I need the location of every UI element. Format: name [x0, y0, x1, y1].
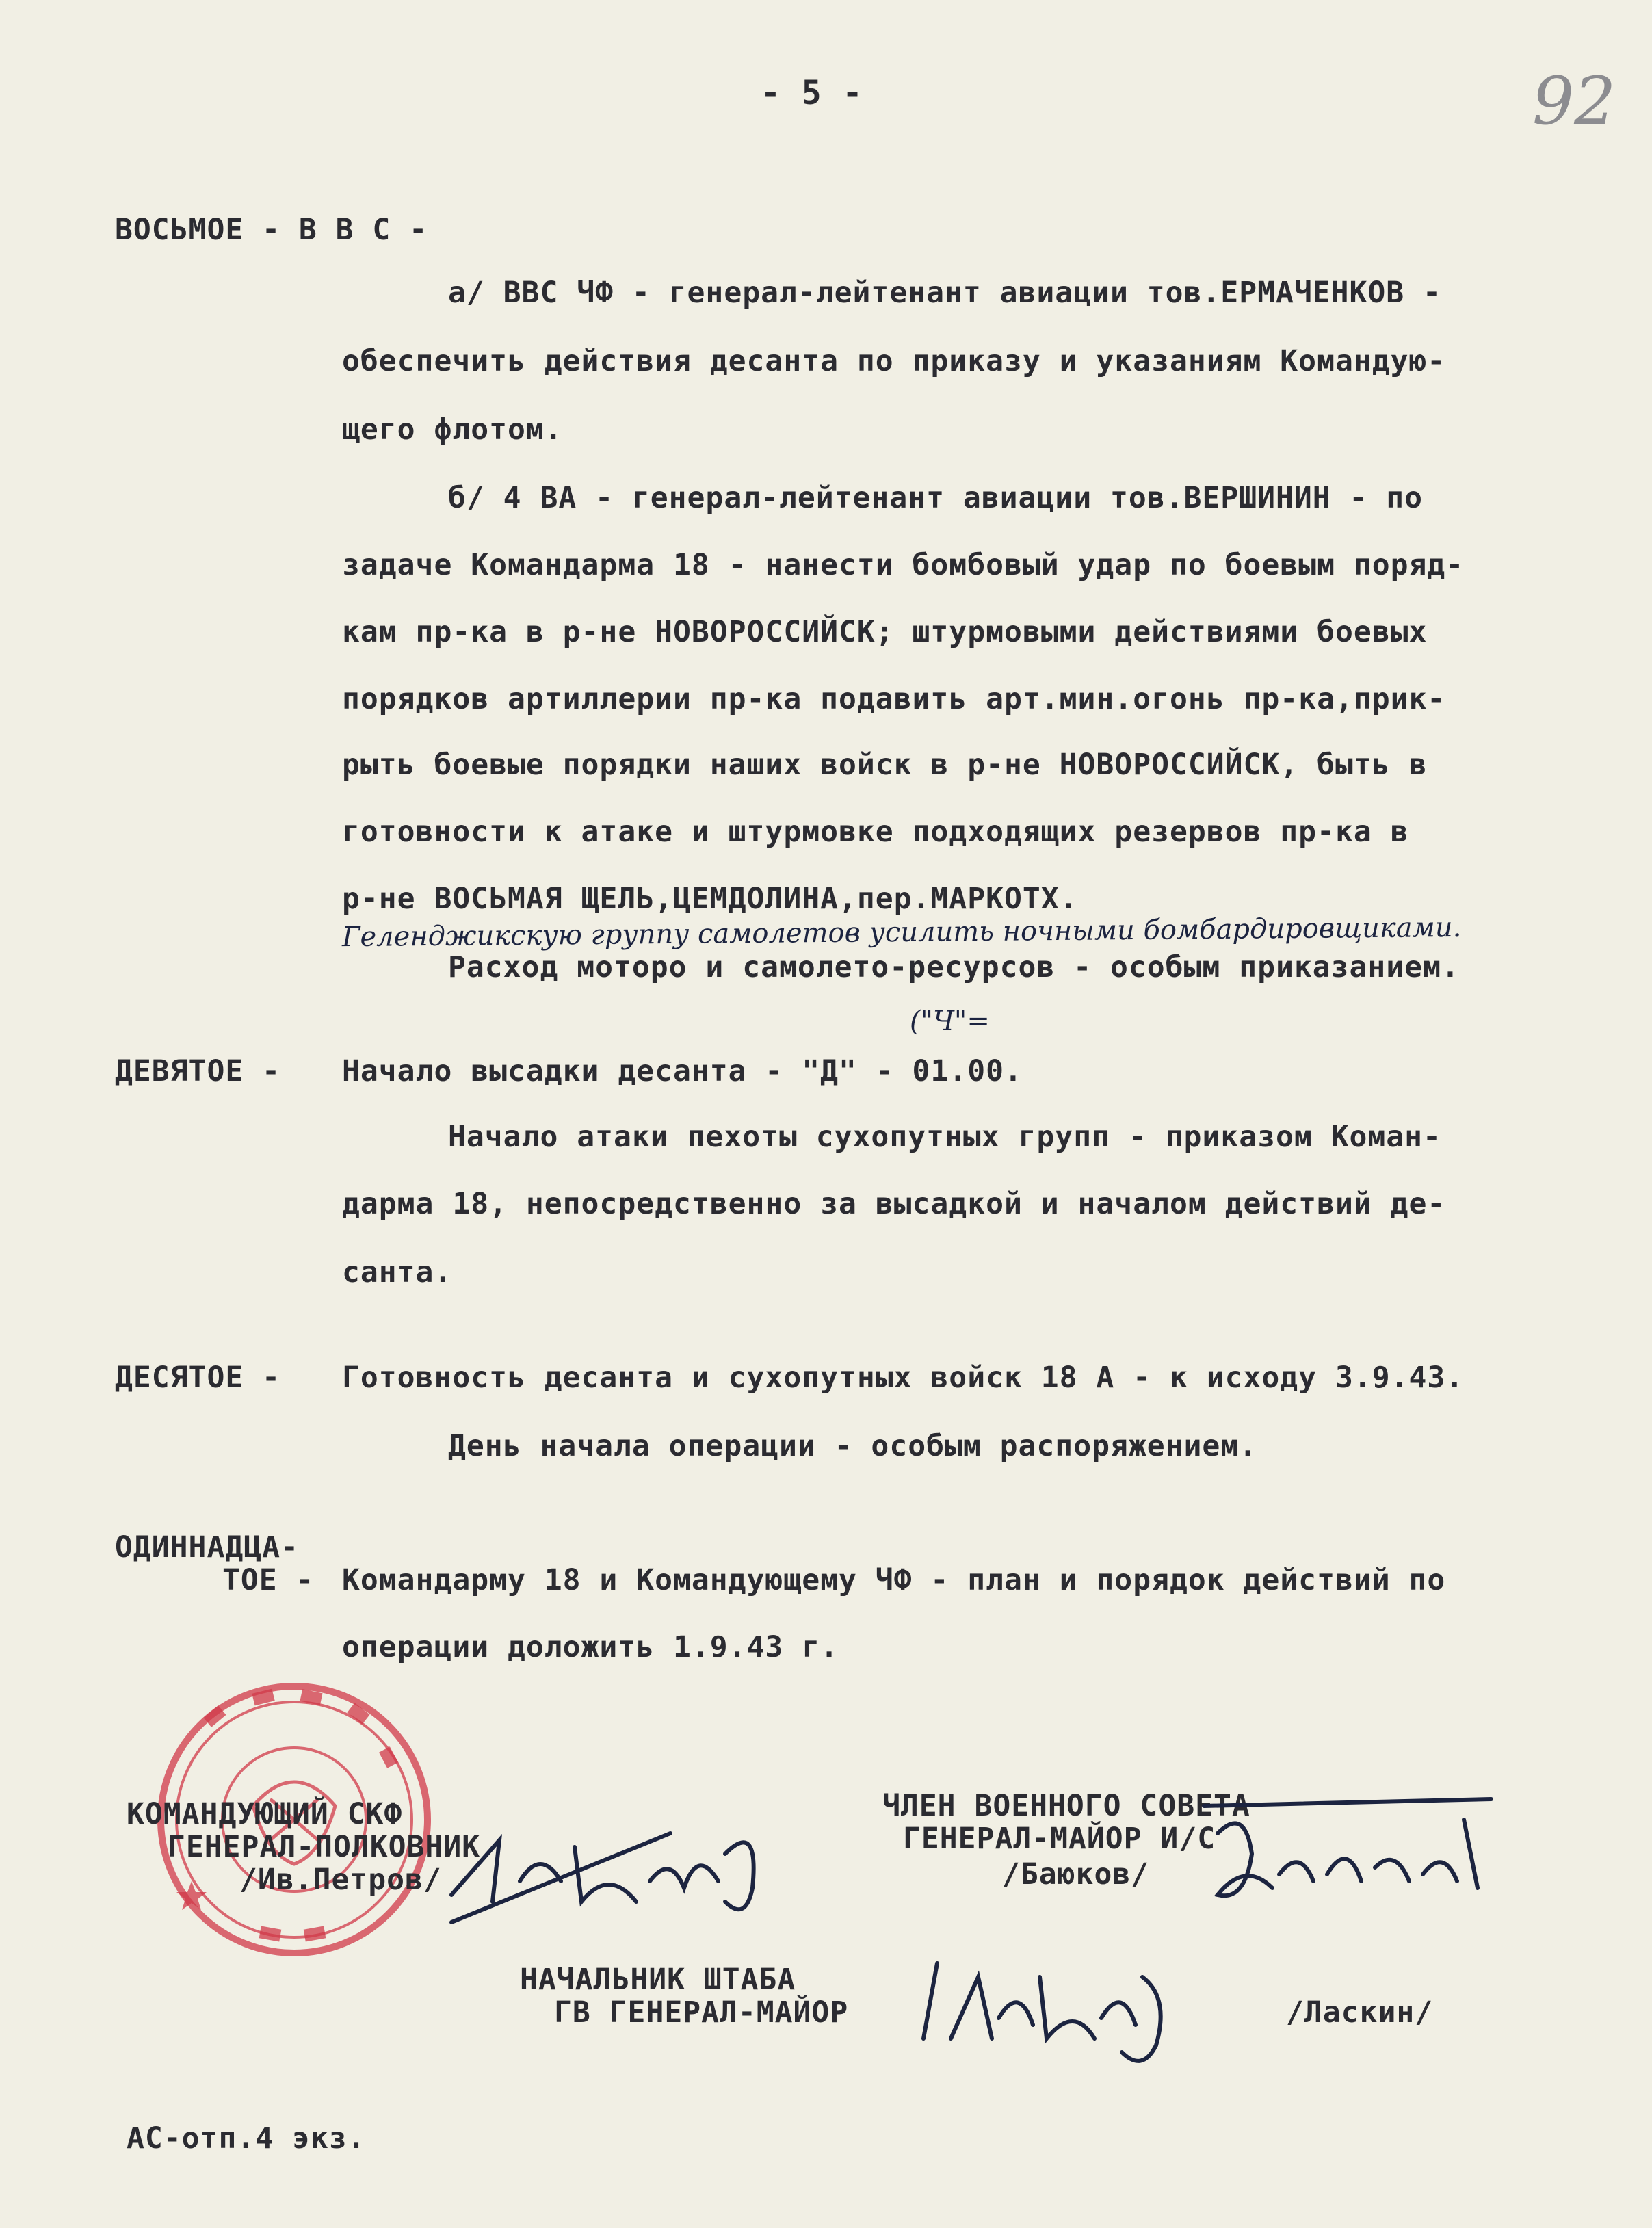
page-number: - 5 -: [761, 74, 863, 112]
section-8-last-line: Расход моторо и самолето-ресурсов - особым приказанием.: [448, 950, 1460, 984]
distribution-note: АС-отп.4 экз.: [127, 2121, 366, 2155]
section-8-line: порядков артиллерии пр-ка подавить арт.мин.огонь пр-ка,прик-: [342, 682, 1446, 716]
section-8-heading: ВОСЬМОЕ - В В С -: [115, 213, 428, 247]
right-signatory-title: ЧЛЕН ВОЕННОГО СОВЕТА: [882, 1789, 1250, 1823]
left-signatory-name: /Ив.Петров/: [239, 1863, 442, 1897]
section-11-heading: ОДИННАДЦА-: [115, 1530, 299, 1564]
right-signatory-rank: ГЕНЕРАЛ-МАЙОР И/С: [903, 1822, 1216, 1856]
section-11-line: операции доложить 1.9.43 г.: [342, 1630, 839, 1664]
section-9-line: Начало атаки пехоты сухопутных групп - приказом Коман-: [448, 1120, 1441, 1154]
section-9-heading: ДЕВЯТОЕ -: [115, 1054, 280, 1088]
section-8-line: р-не ВОСЬМАЯ ЩЕЛЬ,ЦЕМДОЛИНА,пер.МАРКОТХ.: [342, 882, 1078, 916]
bottom-signatory-rank: ГВ ГЕНЕРАЛ-МАЙОР: [554, 1995, 849, 2030]
section-8-line: рыть боевые порядки наших войск в р-не НОВОРОССИЙСК, быть в: [342, 748, 1428, 782]
section-11-line: Командарму 18 и Командующему ЧФ - план и порядок действий по: [342, 1563, 1446, 1597]
section-9-line: Начало высадки десанта - "Д" - 01.00.: [342, 1054, 1023, 1088]
section-8-line: а/ ВВС ЧФ - генерал-лейтенант авиации тов.ЕРМАЧЕНКОВ -: [448, 276, 1441, 310]
section-8-line: готовности к атаке и штурмовке подходящих резервов пр-ка в: [342, 815, 1409, 849]
section-10-line: Готовность десанта и сухопутных войск 18 А - к исходу 3.9.43.: [342, 1361, 1465, 1395]
section-8-line: кам пр-ка в р-не НОВОРОССИЙСК; штурмовыми действиями боевых: [342, 615, 1428, 649]
section-8-line: обеспечить действия десанта по приказу и указаниям Командую-: [342, 344, 1446, 378]
right-signatory-name: /Баюков/: [1002, 1857, 1150, 1891]
bottom-signatory-name: /Ласкин/: [1286, 1995, 1434, 2030]
right-handwritten-signature: [1204, 1792, 1519, 1915]
section-9-line: санта.: [342, 1255, 453, 1289]
section-8-line: щего флотом.: [342, 412, 563, 447]
section-10-heading: ДЕСЯТОЕ -: [115, 1361, 280, 1395]
handwritten-insert: Геленджикскую группу самолетов усилить ночными бомбардировщиками.: [341, 911, 1462, 954]
bottom-handwritten-signature: [903, 1936, 1190, 2073]
archive-page-number: 92: [1532, 63, 1616, 140]
left-signatory-title: КОМАНДУЮЩИЙ СКФ: [127, 1797, 403, 1831]
section-8-line: задаче Командарма 18 - нанести бомбовый удар по боевым поряд-: [342, 548, 1465, 582]
section-9-line: дарма 18, непосредственно за высадкой и началом действий де-: [342, 1187, 1446, 1221]
bottom-signatory-title: НАЧАЛЬНИК ШТАБА: [520, 1963, 796, 1997]
handwritten-hour-mark: ("Ч"=: [910, 1006, 990, 1037]
section-10-line: День начала операции - особым распоряжением.: [448, 1429, 1258, 1463]
section-8-line: б/ 4 ВА - генерал-лейтенант авиации тов.ВЕРШИНИН - по: [448, 481, 1424, 515]
section-11-heading: ТОЕ -: [222, 1563, 315, 1597]
left-signatory-rank: ГЕНЕРАЛ-ПОЛКОВНИК: [168, 1830, 481, 1864]
left-handwritten-signature: [438, 1806, 794, 1929]
